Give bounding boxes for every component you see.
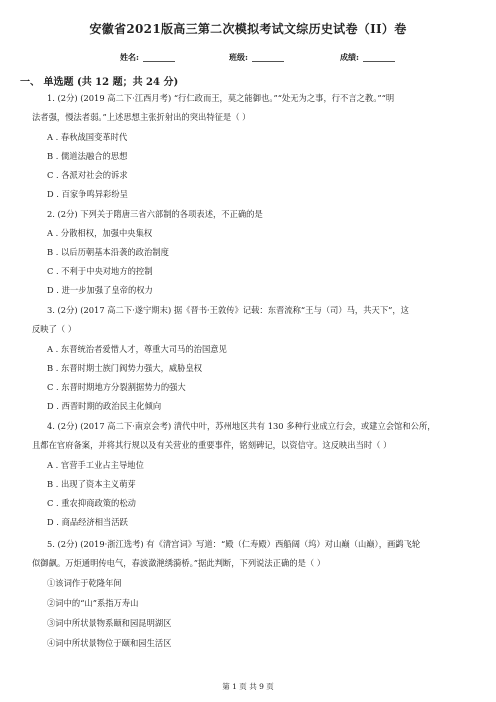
page-footer: 第 1 页 共 9 页: [222, 682, 274, 691]
question-1-line-1: 1. (2分) (2019 高二下·江西月考) “行仁政而王，莫之能御也。”“处无为之事，行不言之教。”“明: [47, 93, 395, 103]
q1-option-d: D . 百家争鸣异彩纷呈: [47, 189, 128, 199]
q4-option-a: A . 官营手工业占主导地位: [47, 460, 144, 470]
q1-option-a: A . 春秋战国变革时代: [47, 132, 128, 142]
question-5-line-1: 5. (2分) (2019·浙江选考) 有《清宫词》写道：“殿（仁寿殿）西船阔（坞）对山巅（山巅），画鹢飞轮: [47, 539, 421, 549]
question-4-line-2: 且都在官府备案，并将其行规以及有关营业的重要事件，铭刻碑记，以资信守。这反映出当时（ ）: [32, 440, 392, 450]
question-3-line-2: 反映了（ ）: [32, 324, 77, 334]
q3-option-d: D . 西晋时期的政治民主化倾向: [47, 401, 162, 411]
q5-statement-1: ①该词作于乾隆年间: [47, 578, 122, 588]
question-2-line-1: 2. (2分) 下列关于隋唐三省六部制的各项表述，不正确的是: [47, 209, 263, 219]
q3-option-b: B . 东晋时期士族门阀势力强大，威胁皇权: [47, 363, 203, 373]
q2-option-c: C . 不利于中央对地方的控制: [47, 266, 153, 276]
q1-option-b: B . 儒道法融合的思想: [47, 151, 128, 161]
q5-statement-4: ④词中所状景物位于颐和园生活区: [47, 638, 172, 648]
q2-option-d: D . 进一步加强了皇帝的权力: [47, 285, 153, 295]
section-title: 一、 单选题 (共 12 题；共 24 分): [20, 77, 179, 88]
q4-option-c: C . 重农抑商政策的松动: [47, 498, 136, 508]
question-5-line-2: 似御飙。万炬通明传电气，春波潋滟绣漪桥。”据此判断，下列说法正确的是（ ）: [32, 558, 326, 568]
q5-statement-2: ②词中的“山”系指万寿山: [47, 598, 139, 608]
class-blank: ________: [252, 52, 284, 62]
q3-option-a: A . 东晋统治者爱惜人才，尊重大司马的治国意见: [47, 344, 227, 354]
name-blank: ________: [143, 52, 175, 62]
q5-statement-3: ③词中所状景物系颐和园昆明湖区: [47, 618, 172, 628]
q2-option-a: A . 分散相权，加强中央集权: [47, 228, 153, 238]
question-1-line-2: 法者强，慢法者弱。”上述思想主张折射出的突出特征是（ ）: [32, 112, 251, 122]
q4-option-d: D . 商品经济相当活跃: [47, 517, 128, 527]
q2-option-b: B . 以后历朝基本沿袭的政治制度: [47, 247, 169, 257]
class-label: 班级:: [229, 52, 248, 62]
name-label: 姓名:: [120, 52, 139, 62]
question-3-line-1: 3. (2分) (2017 高二下·遂宁期末) 据《晋书·王敦传》记载：东晋流称“王与（司）马，共天下”，这: [47, 305, 409, 315]
q3-option-c: C . 东晋时期地方分裂割据势力的强大: [47, 382, 186, 392]
exam-title: 安徽省2021版高三第二次模拟考试文综历史试卷（II）卷: [89, 22, 407, 36]
q4-option-b: B . 出现了资本主义萌芽: [47, 479, 136, 489]
score-label: 成绩:: [340, 52, 359, 62]
score-blank: ________: [363, 52, 395, 62]
question-4-line-1: 4. (2分) (2017 高二下·南京会考) 清代中叶，苏州地区共有 130 多种行业成立行会，或建立会馆和公所，: [47, 421, 436, 431]
q1-option-c: C . 各派对社会的诉求: [47, 170, 128, 180]
